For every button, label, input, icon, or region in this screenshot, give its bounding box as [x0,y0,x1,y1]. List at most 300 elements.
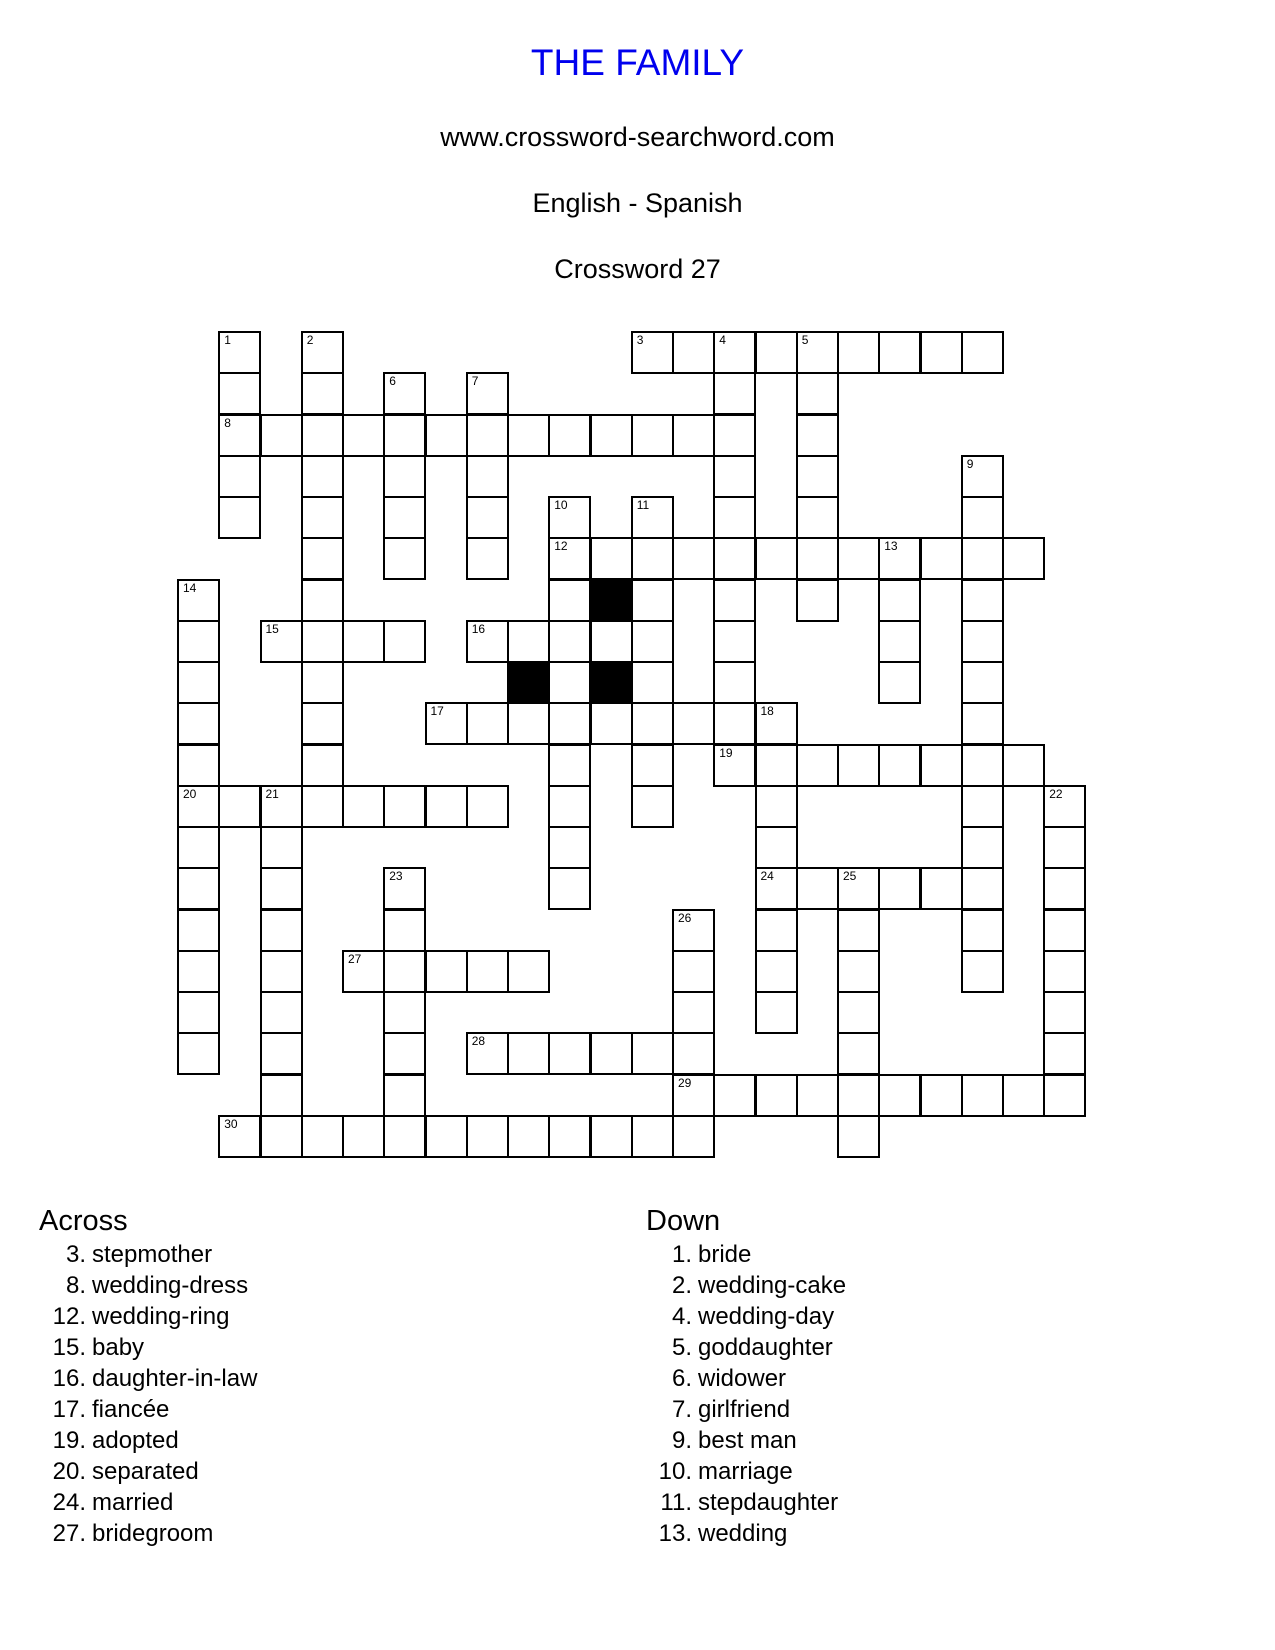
grid-cell[interactable] [672,991,715,1034]
grid-cell[interactable] [548,1032,591,1075]
grid-cell[interactable] [961,744,1004,787]
grid-cell[interactable] [837,744,880,787]
clue-text: adopted [92,1427,179,1454]
grid-cell[interactable] [383,372,426,415]
grid-cell[interactable] [425,1115,468,1158]
cell-number: 27 [348,951,362,966]
down-clue [646,1239,846,1270]
clue-number: 8. [65,1272,86,1299]
grid-cell[interactable] [177,867,220,910]
grid-cell[interactable] [1002,744,1045,787]
grid-cell[interactable] [177,744,220,787]
down-clue [646,1425,846,1456]
grid-cell[interactable] [1043,909,1086,952]
grid-cell[interactable] [755,826,798,869]
grid-cell[interactable] [837,1115,880,1158]
clue-text: stepdaughter [698,1489,839,1516]
grid-cell[interactable] [672,537,715,580]
grid-cell[interactable] [301,661,344,704]
grid-cell[interactable] [301,331,344,374]
grid-cell[interactable] [672,950,715,993]
grid-cell[interactable] [755,702,798,745]
grid-cell[interactable] [342,620,385,663]
grid-cell[interactable] [1043,785,1086,828]
grid-cell[interactable] [342,1115,385,1158]
clue-text: daughter-in-law [92,1365,258,1392]
cell-number: 14 [183,580,197,595]
grid-cell[interactable] [177,785,220,828]
grid-cell[interactable] [466,537,509,580]
clue-number: 16. [52,1365,86,1392]
clue-text: goddaughter [698,1334,833,1361]
down-clue [646,1487,846,1518]
grid-cell[interactable] [920,537,963,580]
cell-number: 17 [430,704,444,719]
grid-cell[interactable] [961,1074,1004,1117]
grid-cell[interactable] [713,537,756,580]
down-clue [646,1394,846,1425]
clue-number: 9. [671,1427,692,1454]
grid-cell[interactable] [755,867,798,910]
down-heading: Down [646,1205,721,1237]
grid-cell[interactable] [466,785,509,828]
clue-number: 5. [671,1334,692,1361]
grid-block-cell [507,661,550,704]
grid-cell[interactable] [218,785,261,828]
grid-cell[interactable] [631,1115,674,1158]
grid-cell[interactable] [713,579,756,622]
grid-cell[interactable] [466,702,509,745]
grid-cell[interactable] [260,991,303,1034]
grid-cell[interactable] [260,909,303,952]
grid-cell[interactable] [631,744,674,787]
grid-cell[interactable] [878,579,921,622]
grid-cell[interactable] [961,455,1004,498]
grid-cell[interactable] [383,991,426,1034]
across-clue [40,1332,257,1363]
grid-cell[interactable] [260,950,303,993]
down-clue [646,1301,846,1332]
cell-number: 3 [636,333,644,347]
grid-cell[interactable] [301,620,344,663]
grid-cell[interactable] [961,537,1004,580]
grid-cell[interactable] [590,620,633,663]
clue-text: wedding-dress [92,1272,249,1299]
grid-cell[interactable] [590,1115,633,1158]
grid-cell[interactable] [878,867,921,910]
grid-cell[interactable] [1043,950,1086,993]
grid-cell[interactable] [218,372,261,415]
clue-number: 6. [671,1365,692,1392]
grid-cell[interactable] [260,414,303,457]
grid-cell[interactable] [177,826,220,869]
grid-cell[interactable] [383,455,426,498]
clue-number: 10. [658,1458,692,1485]
grid-cell[interactable] [218,496,261,539]
grid-cell[interactable] [631,579,674,622]
grid-cell[interactable] [755,950,798,993]
down-clue [646,1456,846,1487]
grid-cell[interactable] [177,1032,220,1075]
cell-number: 6 [389,374,396,389]
cell-number: 25 [843,869,857,884]
grid-cell[interactable] [631,661,674,704]
grid-cell[interactable] [466,455,509,498]
clue-text: wedding-day [698,1303,835,1330]
cell-number: 4 [719,333,726,347]
clue-text: bridegroom [92,1520,214,1547]
grid-cell[interactable] [713,1074,756,1117]
grid-cell[interactable] [466,1032,509,1075]
clue-text: best man [698,1427,797,1454]
grid-cell[interactable] [177,620,220,663]
page-title: THE FAMILY [530,42,745,83]
grid-cell[interactable] [507,1115,550,1158]
grid-cell[interactable] [631,414,674,457]
grid-cell[interactable] [837,950,880,993]
grid-cell[interactable] [342,785,385,828]
grid-cell[interactable] [260,867,303,910]
grid-cell[interactable] [961,579,1004,622]
grid-cell[interactable] [425,702,468,745]
across-clue [40,1270,257,1301]
grid-cell[interactable] [590,702,633,745]
grid-cell[interactable] [466,496,509,539]
grid-cell[interactable] [507,702,550,745]
cell-number: 10 [554,498,568,512]
grid-cell[interactable] [961,785,1004,828]
cell-number: 20 [183,786,197,801]
grid-cell[interactable] [507,620,550,663]
grid-block-cell [590,579,633,622]
across-clue [40,1425,257,1456]
clue-number: 4. [671,1303,692,1330]
grid-cell[interactable] [383,414,426,457]
grid-cell[interactable] [548,537,591,580]
grid-cell[interactable] [713,496,756,539]
clue-text: widower [698,1365,787,1392]
grid-cell[interactable] [1043,1074,1086,1117]
grid-cell[interactable] [301,744,344,787]
grid-cell[interactable] [796,331,839,374]
grid-cell[interactable] [672,414,715,457]
grid-cell[interactable] [631,331,674,374]
grid-cell[interactable] [713,414,756,457]
grid-cell[interactable] [548,702,591,745]
grid-cell[interactable] [177,991,220,1034]
grid-cell[interactable] [672,1074,715,1117]
grid-cell[interactable] [837,1074,880,1117]
cell-number: 19 [719,745,733,760]
cell-number: 16 [471,621,486,636]
grid-cell[interactable] [383,537,426,580]
clue-text: baby [92,1334,145,1361]
down-clue [646,1270,846,1301]
grid-cell[interactable] [177,909,220,952]
grid-cell[interactable] [1043,867,1086,910]
grid-cell[interactable] [672,909,715,952]
cell-number: 18 [760,704,774,719]
grid-cell[interactable] [260,620,303,663]
grid-cell[interactable] [301,455,344,498]
grid-cell[interactable] [466,414,509,457]
across-clue [40,1487,257,1518]
grid-cell[interactable] [301,785,344,828]
grid-cell[interactable] [920,331,963,374]
grid-cell[interactable] [631,1032,674,1075]
grid-cell[interactable] [672,702,715,745]
clue-number: 20. [52,1458,86,1485]
across-clue [40,1456,257,1487]
grid-cell[interactable] [672,331,715,374]
puzzle-name: Crossword 27 [554,254,721,284]
grid-cell[interactable] [1002,537,1045,580]
grid-cell[interactable] [837,1032,880,1075]
grid-cell[interactable] [301,537,344,580]
grid-cell[interactable] [961,620,1004,663]
grid-cell[interactable] [961,702,1004,745]
grid-cell[interactable] [1002,1074,1045,1117]
grid-cell[interactable] [672,1032,715,1075]
grid-cell[interactable] [961,867,1004,910]
across-clue-list [40,1239,257,1549]
grid-cell[interactable] [920,867,963,910]
grid-cell[interactable] [301,702,344,745]
grid-cell[interactable] [713,620,756,663]
grid-cell[interactable] [301,1115,344,1158]
grid-cell[interactable] [301,496,344,539]
grid-cell[interactable] [796,579,839,622]
clue-text: girlfriend [698,1396,791,1423]
grid-cell[interactable] [548,867,591,910]
grid-cell[interactable] [177,702,220,745]
grid-cell[interactable] [713,744,756,787]
cell-number: 8 [224,415,231,430]
grid-cell[interactable] [425,950,468,993]
clue-number: 3. [65,1241,86,1268]
clue-text: married [92,1489,174,1516]
grid-cell[interactable] [755,331,798,374]
grid-cell[interactable] [507,1032,550,1075]
grid-cell[interactable] [548,744,591,787]
grid-cell[interactable] [961,950,1004,993]
grid-cell[interactable] [425,785,468,828]
down-clue [646,1332,846,1363]
grid-cell[interactable] [631,537,674,580]
grid-cell[interactable] [218,331,261,374]
grid-cell[interactable] [260,1115,303,1158]
grid-cell[interactable] [837,331,880,374]
grid-cell[interactable] [837,909,880,952]
grid-cell[interactable] [796,537,839,580]
grid-cell[interactable] [177,579,220,622]
cell-number: 5 [801,333,809,347]
across-heading: Across [39,1205,128,1237]
clue-text: separated [92,1458,199,1485]
grid-cell[interactable] [961,496,1004,539]
grid-cell[interactable] [796,1074,839,1117]
grid-cell[interactable] [713,702,756,745]
grid-cell[interactable] [755,1074,798,1117]
grid-cell[interactable] [218,414,261,457]
grid-cell[interactable] [301,579,344,622]
grid-cell[interactable] [507,950,550,993]
grid-cell[interactable] [878,331,921,374]
language-pair: English - Spanish [532,188,743,218]
grid-cell[interactable] [383,785,426,828]
grid-cell[interactable] [383,620,426,663]
grid-cell[interactable] [383,1115,426,1158]
cell-number: 1 [224,333,231,347]
website-url: www.crossword-searchword.com [440,122,835,152]
grid-cell[interactable] [177,950,220,993]
grid-cell[interactable] [466,372,509,415]
cell-number: 12 [554,539,568,554]
grid-cell[interactable] [548,620,591,663]
clue-text: wedding-cake [698,1272,847,1299]
grid-cell[interactable] [755,537,798,580]
grid-cell[interactable] [961,909,1004,952]
grid-cell[interactable] [796,372,839,415]
grid-cell[interactable] [631,620,674,663]
clue-number: 19. [52,1427,86,1454]
grid-cell[interactable] [507,414,550,457]
grid-cell[interactable] [548,1115,591,1158]
grid-cell[interactable] [548,661,591,704]
grid-cell[interactable] [796,496,839,539]
grid-cell[interactable] [755,909,798,952]
cell-number: 29 [678,1075,692,1090]
grid-cell[interactable] [548,496,591,539]
grid-cell[interactable] [466,620,509,663]
grid-cell[interactable] [1043,991,1086,1034]
grid-cell[interactable] [878,620,921,663]
grid-cell[interactable] [548,414,591,457]
grid-cell[interactable] [342,414,385,457]
grid-cell[interactable] [796,867,839,910]
grid-cell[interactable] [631,496,674,539]
clue-number: 1. [671,1241,692,1268]
grid-cell[interactable] [218,1115,261,1158]
cell-number: 11 [636,498,650,512]
grid-cell[interactable] [755,785,798,828]
down-clue-list [646,1239,846,1549]
clue-number: 7. [671,1396,692,1423]
grid-cell[interactable] [837,867,880,910]
clue-text: wedding [698,1520,788,1547]
grid-cell[interactable] [755,744,798,787]
grid-cell[interactable] [260,826,303,869]
cell-number: 13 [884,539,898,554]
grid-cell[interactable] [260,1074,303,1117]
grid-cell[interactable] [920,744,963,787]
grid-cell[interactable] [590,1032,633,1075]
grid-cell[interactable] [383,909,426,952]
cell-number: 21 [265,786,279,801]
clue-text: bride [698,1241,752,1268]
grid-cell[interactable] [260,785,303,828]
cell-number: 7 [471,374,479,389]
grid-cell[interactable] [631,702,674,745]
grid-cell[interactable] [713,455,756,498]
cell-number: 30 [224,1116,238,1131]
grid-cell[interactable] [961,826,1004,869]
grid-cell[interactable] [713,331,756,374]
grid-cell[interactable] [837,991,880,1034]
grid-cell[interactable] [383,950,426,993]
clue-number: 15. [52,1334,86,1361]
grid-cell[interactable] [672,1115,715,1158]
grid-cell[interactable] [796,414,839,457]
across-clue [40,1301,257,1332]
grid-cell[interactable] [548,579,591,622]
grid-cell[interactable] [383,1032,426,1075]
grid-cell[interactable] [1043,826,1086,869]
clue-text: marriage [698,1458,793,1485]
down-clue [646,1363,846,1394]
grid-cell[interactable] [878,537,921,580]
grid-cell[interactable] [301,372,344,415]
grid-cell[interactable] [383,867,426,910]
clue-text: fiancée [92,1396,170,1423]
grid-cell[interactable] [590,414,633,457]
grid-cell[interactable] [878,1074,921,1117]
grid-cell[interactable] [796,455,839,498]
cell-number: 22 [1049,786,1063,801]
grid-cell[interactable] [260,1032,303,1075]
clue-number: 27. [52,1520,86,1547]
grid-cell[interactable] [961,331,1004,374]
grid-cell[interactable] [837,537,880,580]
grid-cell[interactable] [177,661,220,704]
grid-cell[interactable] [755,991,798,1034]
cell-number: 23 [389,869,403,884]
grid-cell[interactable] [342,950,385,993]
clue-number: 12. [52,1303,86,1330]
grid-cell[interactable] [713,372,756,415]
grid-cell[interactable] [218,455,261,498]
grid-cell[interactable] [466,950,509,993]
clue-number: 13. [658,1520,692,1547]
grid-cell[interactable] [713,661,756,704]
grid-cell[interactable] [466,1115,509,1158]
grid-cell[interactable] [631,785,674,828]
across-clue [40,1518,257,1549]
grid-cell[interactable] [961,661,1004,704]
grid-cell[interactable] [548,826,591,869]
clue-text: wedding-ring [92,1303,230,1330]
grid-cell[interactable] [301,414,344,457]
grid-cell[interactable] [1043,1032,1086,1075]
grid-cell[interactable] [425,414,468,457]
grid-cell[interactable] [590,537,633,580]
clue-number: 17. [52,1396,86,1423]
across-clue [40,1363,257,1394]
clue-text: stepmother [92,1241,213,1268]
grid-cell[interactable] [383,1074,426,1117]
grid-cell[interactable] [920,1074,963,1117]
grid-cell[interactable] [548,785,591,828]
grid-cell[interactable] [878,661,921,704]
cell-number: 24 [760,869,774,884]
grid-cell[interactable] [383,496,426,539]
grid-cell[interactable] [878,744,921,787]
across-clue [40,1239,257,1270]
cell-number: 2 [306,333,314,347]
cell-number: 9 [966,456,974,471]
grid-block-cell [590,661,633,704]
grid-cell[interactable] [796,744,839,787]
